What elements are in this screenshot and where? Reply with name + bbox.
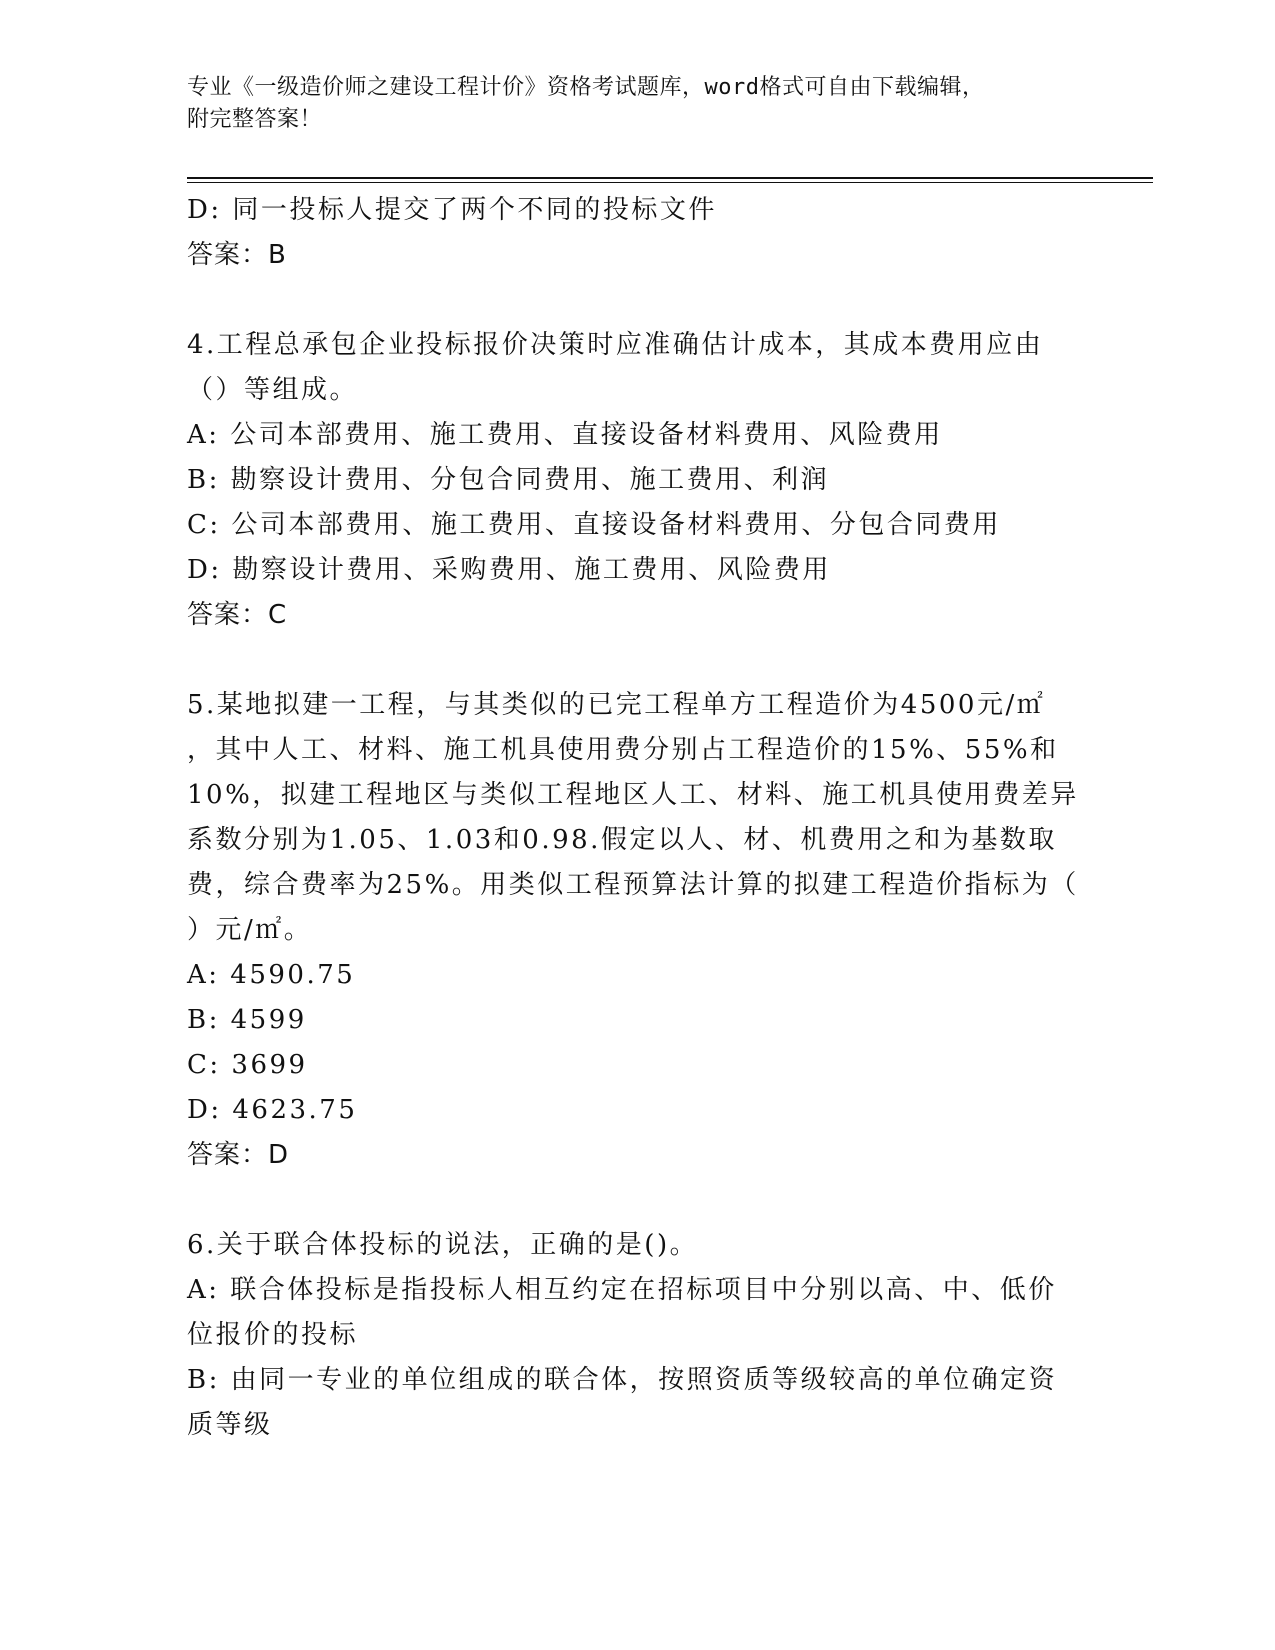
q5-stem-line-5: 费，综合费率为25%。用类似工程预算法计算的拟建工程造价指标为（ <box>187 870 1079 900</box>
q4-stem-line-2: （）等组成。 <box>187 375 359 405</box>
q3-answer: 答案：B <box>187 240 287 270</box>
header-line-2: 附完整答案！ <box>187 107 323 132</box>
question-4 <box>187 323 1067 638</box>
q5-option-c: C: 3699 <box>187 1050 308 1080</box>
q4-stem-line-1: 4.工程总承包企业投标报价决策时应准确估计成本，其成本费用应由 <box>187 330 1044 360</box>
q6-option-b-line-1: B: 由同一专业的单位组成的联合体，按照资质等级较高的单位确定资 <box>187 1365 1058 1395</box>
question-list <box>187 188 1079 1448</box>
q5-stem-line-4: 系数分别为1.05、1.03和0.98.假定以人、材、机费用之和为基数取 <box>187 825 1057 855</box>
q6-stem-line-1: 6.关于联合体投标的说法，正确的是()。 <box>187 1230 699 1260</box>
document-header <box>187 72 1067 136</box>
q4-answer: 答案：C <box>187 600 288 630</box>
q5-option-b: B: 4599 <box>187 1005 307 1035</box>
q5-answer: 答案：D <box>187 1140 290 1170</box>
header-divider-thick <box>187 177 1153 179</box>
question-5 <box>187 683 1079 1178</box>
question-6 <box>187 1223 1067 1448</box>
q5-stem-line-3: 10%，拟建工程地区与类似工程地区人工、材料、施工机具使用费差异 <box>187 780 1079 810</box>
q3-option-d: D: 同一投标人提交了两个不同的投标文件 <box>187 195 717 225</box>
q6-option-a-line-1: A: 联合体投标是指投标人相互约定在招标项目中分别以高、中、低价 <box>187 1275 1057 1305</box>
spacer <box>187 278 1067 323</box>
spacer <box>187 1178 1067 1223</box>
header-divider-thin <box>187 182 1153 183</box>
q4-option-d: D: 勘察设计费用、采购费用、施工费用、风险费用 <box>187 555 831 585</box>
q6-option-a-line-2: 位报价的投标 <box>187 1320 359 1350</box>
question-3 <box>187 188 1067 278</box>
q5-stem-line-1: 5.某地拟建一工程，与其类似的已完工程单方工程造价为4500元/㎡ <box>187 690 1046 720</box>
spacer <box>187 638 1067 683</box>
q4-option-b: B: 勘察设计费用、分包合同费用、施工费用、利润 <box>187 465 830 495</box>
header-line-1: 专业《一级造价师之建设工程计价》资格考试题库，word格式可自由下载编辑， <box>187 75 985 100</box>
q5-option-d: D: 4623.75 <box>187 1095 358 1125</box>
q6-option-b-line-2: 质等级 <box>187 1410 273 1440</box>
q5-stem-line-6: ）元/㎡。 <box>187 915 313 945</box>
q4-option-a: A: 公司本部费用、施工费用、直接设备材料费用、风险费用 <box>187 420 943 450</box>
q4-option-c: C: 公司本部费用、施工费用、直接设备材料费用、分包合同费用 <box>187 510 1001 540</box>
q5-option-a: A: 4590.75 <box>187 960 356 990</box>
q5-stem-line-2: ，其中人工、材料、施工机具使用费分别占工程造价的15%、55%和 <box>187 735 1059 765</box>
